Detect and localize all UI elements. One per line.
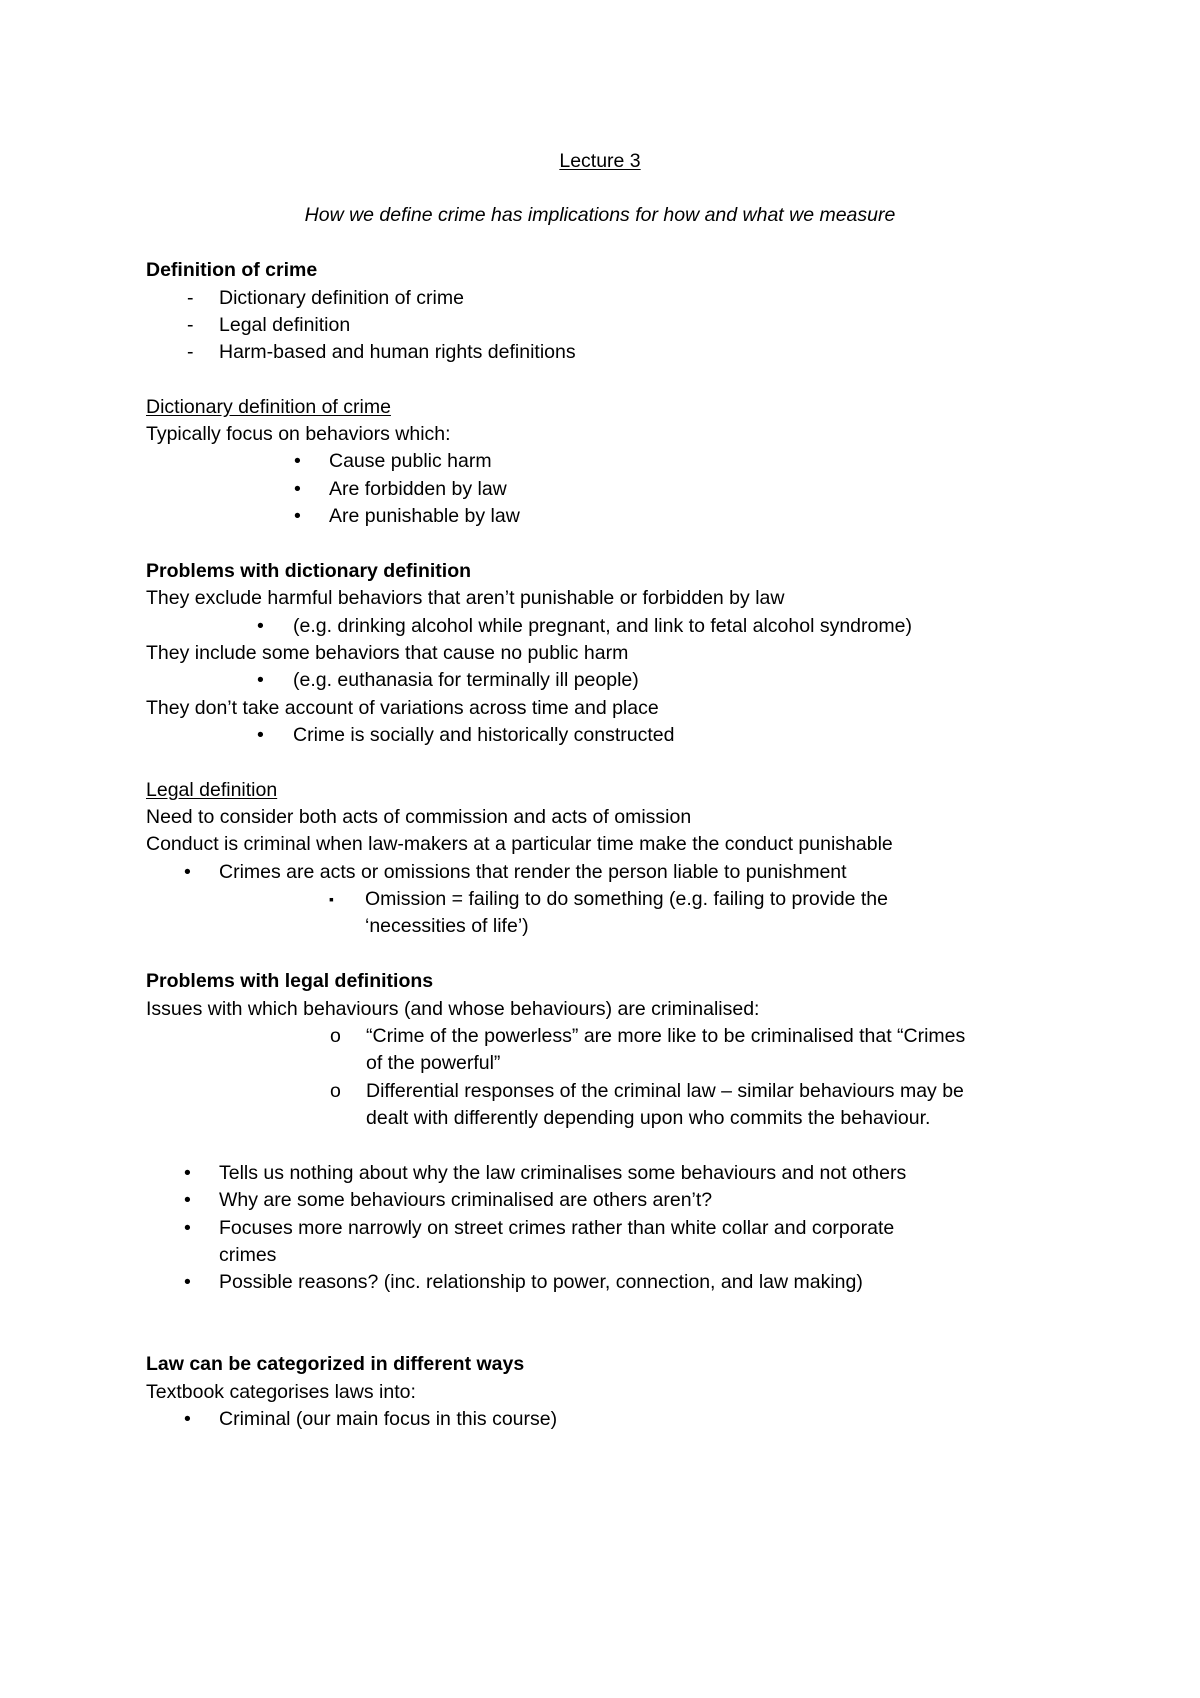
- bullet-marker: •: [184, 1162, 191, 1184]
- list-item: Crimes are acts or omissions that render the person liable to punishment: [219, 861, 847, 883]
- section-heading-problems-legal: Problems with legal definitions: [146, 970, 434, 992]
- list-item: Legal definition: [219, 314, 351, 336]
- page-title: Lecture 3: [559, 150, 641, 172]
- bullet-marker: •: [294, 450, 301, 472]
- list-item: Tells us nothing about why the law criminalises some behaviours and not others: [219, 1162, 907, 1184]
- section-heading-law-categories: Law can be categorized in different ways: [146, 1353, 525, 1375]
- list-item: “Crime of the powerless” are more like to be criminalised that “Crimes: [366, 1025, 966, 1047]
- section-intro: Textbook categorises laws into:: [146, 1381, 416, 1403]
- bullet-marker: •: [184, 1217, 191, 1239]
- bullet-marker: •: [294, 505, 301, 527]
- circle-bullet-marker: o: [330, 1080, 341, 1102]
- list-item: Are punishable by law: [329, 505, 520, 527]
- bullet-marker: •: [257, 615, 264, 637]
- bullet-marker: •: [184, 1189, 191, 1211]
- list-item: (e.g. drinking alcohol while pregnant, and link to fetal alcohol syndrome): [293, 615, 912, 637]
- list-item-continuation: dealt with differently depending upon who commits the behaviour.: [366, 1107, 931, 1129]
- dash-marker: -: [187, 287, 194, 309]
- bullet-marker: •: [257, 669, 264, 691]
- bullet-marker: •: [257, 724, 264, 746]
- list-item-continuation: crimes: [219, 1244, 277, 1266]
- list-item: Possible reasons? (inc. relationship to power, connection, and law making): [219, 1271, 863, 1293]
- paragraph-line: They include some behaviors that cause no public harm: [146, 642, 629, 664]
- section-heading-legal: Legal definition: [146, 779, 278, 801]
- list-item: Criminal (our main focus in this course): [219, 1408, 558, 1430]
- list-item-continuation: of the powerful”: [366, 1052, 501, 1074]
- paragraph-line: Conduct is criminal when law-makers at a particular time make the conduct punishable: [146, 833, 893, 855]
- paragraph-line: Need to consider both acts of commission and acts of omission: [146, 806, 692, 828]
- list-item: Omission = failing to do something (e.g. failing to provide the: [365, 888, 888, 910]
- section-intro: Typically focus on behaviors which:: [146, 423, 451, 445]
- bullet-marker: •: [184, 1271, 191, 1293]
- dash-marker: -: [187, 341, 194, 363]
- circle-bullet-marker: o: [330, 1025, 341, 1047]
- list-item: Focuses more narrowly on street crimes rather than white collar and corporate: [219, 1217, 895, 1239]
- page-subtitle: How we define crime has implications for how and what we measure: [304, 204, 896, 226]
- section-heading-definition: Definition of crime: [146, 259, 318, 281]
- list-item: Cause public harm: [329, 450, 492, 472]
- list-item: (e.g. euthanasia for terminally ill people): [293, 669, 639, 691]
- bullet-marker: •: [184, 1408, 191, 1430]
- list-item-continuation: ‘necessities of life’): [365, 915, 529, 937]
- square-bullet-marker: ▪: [329, 891, 334, 907]
- section-heading-problems-dictionary: Problems with dictionary definition: [146, 560, 472, 582]
- bullet-marker: •: [294, 478, 301, 500]
- paragraph-line: They don’t take account of variations across time and place: [146, 697, 659, 719]
- section-intro: Issues with which behaviours (and whose behaviours) are criminalised:: [146, 998, 760, 1020]
- list-item: Harm-based and human rights definitions: [219, 341, 576, 363]
- list-item: Crime is socially and historically constructed: [293, 724, 675, 746]
- section-heading-dictionary: Dictionary definition of crime: [146, 396, 391, 418]
- list-item: Why are some behaviours criminalised are others aren’t?: [219, 1189, 713, 1211]
- list-item: Differential responses of the criminal law – similar behaviours may be: [366, 1080, 964, 1102]
- list-item: Dictionary definition of crime: [219, 287, 464, 309]
- bullet-marker: •: [184, 861, 191, 883]
- list-item: Are forbidden by law: [329, 478, 507, 500]
- dash-marker: -: [187, 314, 194, 336]
- paragraph-line: They exclude harmful behaviors that aren’t punishable or forbidden by law: [146, 587, 785, 609]
